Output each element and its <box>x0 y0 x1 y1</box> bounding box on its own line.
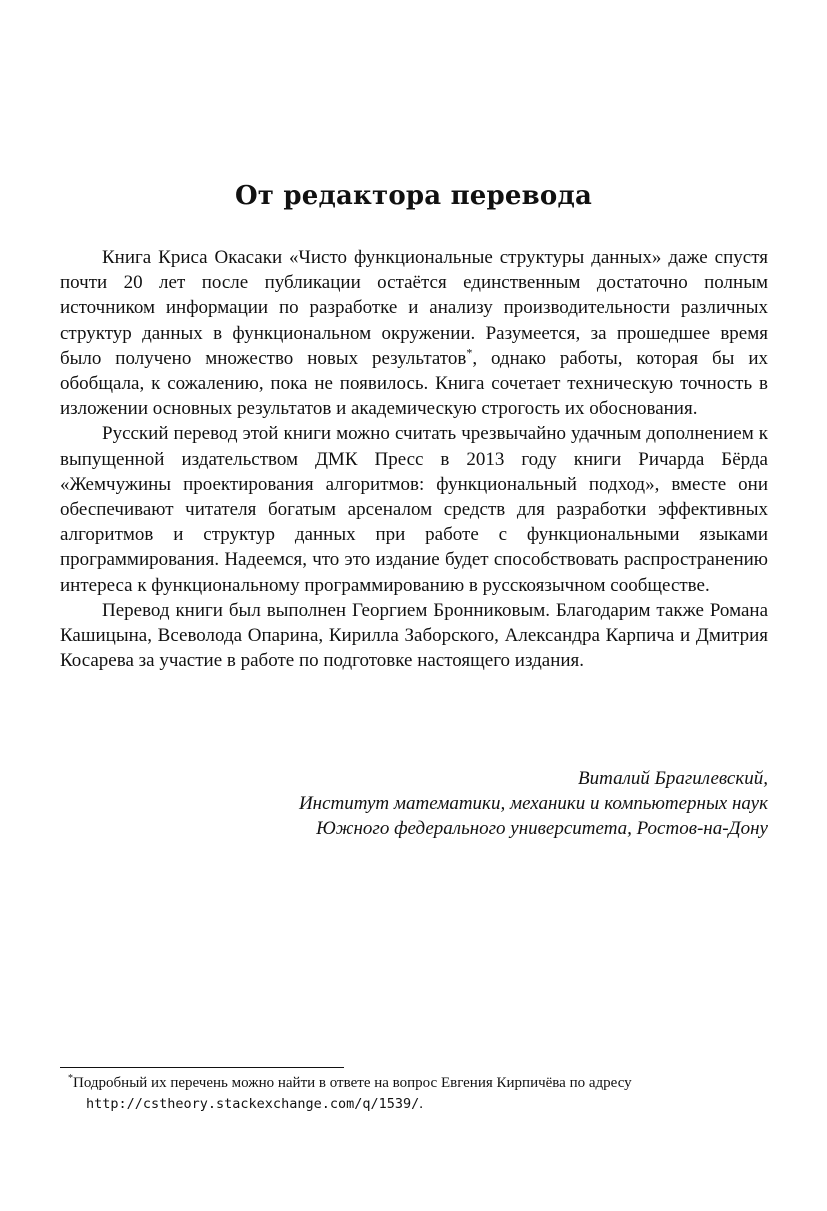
footnote-reference[interactable]: * <box>466 345 473 360</box>
page-title: От редактора перевода <box>234 181 593 211</box>
footnote-mark: * <box>68 1073 73 1084</box>
footnote-line-1 <box>60 1073 768 1094</box>
footnote-url-link[interactable]: http://cstheory.stackexchange.com/q/1539/ <box>86 1096 420 1112</box>
paragraph-1 <box>60 245 768 421</box>
paragraph-1-text: Книга Криса Окасаки «Чисто функциональные структуры данных» даже спустя почти 20 лет после публикации остаётся единственным достаточно полным источником информации по разработке и анализу производительности различных структур данных в функциональном окружении. Разумеется, за прошедшее время было получено множество новых результатов <box>60 247 768 369</box>
paragraph-2: Русский перевод этой книги можно считать чрезвычайно удачным дополнением к выпущенной издательством ДМК Пресс в 2013 году книги Ричарда Бёрда «Жемчужины проектирования алгоритмов: функциональный подход», вместе они обеспечивают читателя богатым арсеналом средств для разработки эффективных алгоритмов и структур данных при работе с функциональными языками программирования. Надеемся, что это издание будет способствовать распространению интереса к функциональному программированию в русскоязычном сообществе. <box>60 423 768 596</box>
signature-name: Виталий Брагилевский, <box>578 768 768 789</box>
signature-university: Южного федерального университета, Ростов-на-Дону <box>316 818 768 840</box>
paragraph-3: Перевод книги был выполнен Георгием Бронниковым. Благодарим также Романа Кашицына, Всеволода Опарина, Кирилла Заборского, Александра Карпича и Дмитрия Косарева за участие в работе по подготовке настоящего издания. <box>60 599 768 672</box>
footnote <box>60 1073 768 1115</box>
paragraph-1-continuation: , однако работы, которая бы их обобщала, к сожалению, пока не появилось. Книга сочетает техническую точность в изложении основных результатов и академическую строгость их обоснования. <box>60 347 768 420</box>
footnote-text: Подробный их перечень можно найти в ответе на вопрос Евгения Кирпичёва по адресу <box>73 1075 632 1091</box>
body-text <box>60 245 768 673</box>
signature-institute: Институт математики, механики и компьютерных наук <box>298 793 768 815</box>
signature-block <box>60 766 768 842</box>
footnote-line-2 <box>60 1094 768 1115</box>
footnote-period: . <box>419 1096 423 1112</box>
footnote-divider <box>60 1067 344 1068</box>
